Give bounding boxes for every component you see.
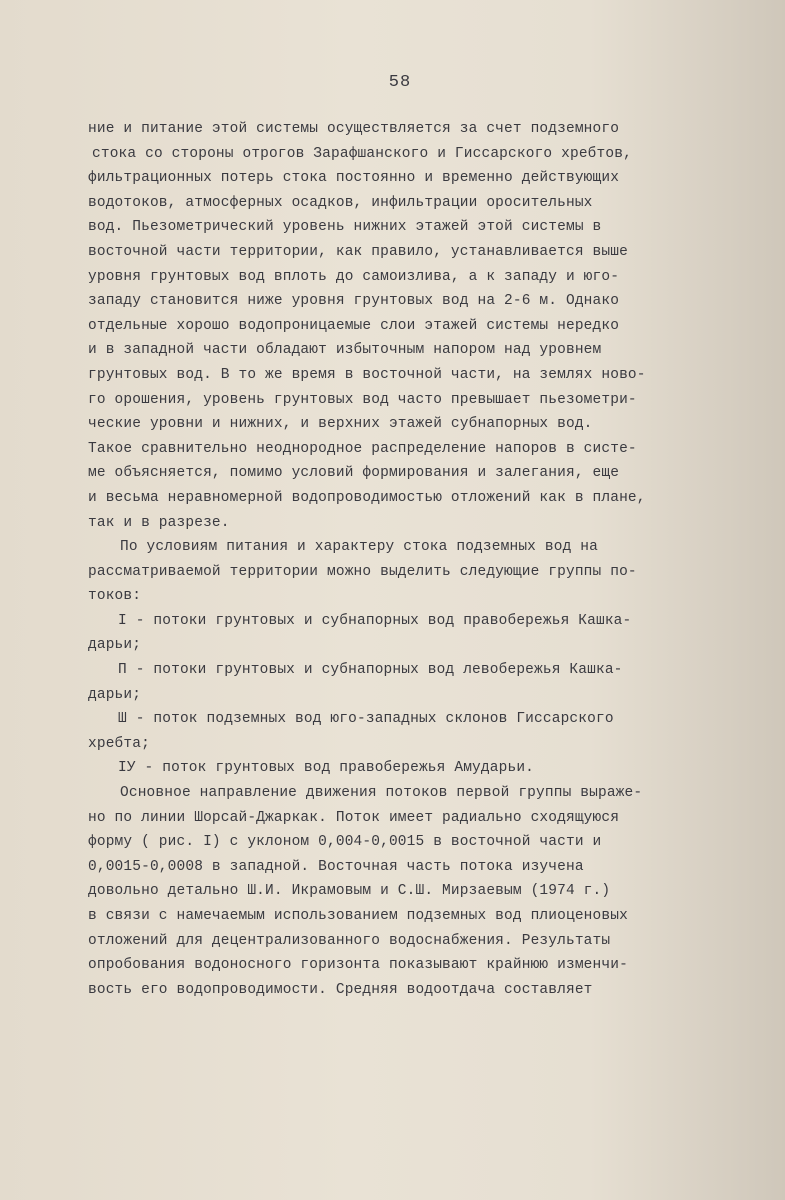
list-item-1: I - потоки грунтовых и субнапорных вод правобережья Кашка- <box>118 612 632 629</box>
text-line: вод. Пьезометрический уровень нижних этажей этой системы в <box>88 219 602 236</box>
text-line: опробования водоносного горизонта показывают крайнюю изменчи- <box>88 957 628 974</box>
text-line: го орошения, уровень грунтовых вод часто превышает пьезометри- <box>88 391 637 408</box>
text-line: западу становится ниже уровня грунтовых вод на 2-6 м. Однако <box>88 293 620 310</box>
paragraph-start-line: Основное направление движения потоков первой группы выраже- <box>120 785 643 802</box>
text-line: в связи с намечаемым использованием подземных вод плиоценовых <box>88 908 628 924</box>
text-line: но по линии Шорсай-Джаркак. Поток имеет радиально сходящуюся <box>88 809 620 826</box>
text-line: стока со стороны отрогов Зарафшанского и Гиссарского хребтов, <box>92 145 632 162</box>
text-line: хребта; <box>88 735 150 752</box>
list-item-2: П - потоки грунтовых и субнапорных вод левобережья Кашка- <box>118 662 623 679</box>
text-line: вость его водопроводимости. Средняя водоотдача составляет <box>88 981 593 998</box>
text-line: фильтрационных потерь стока постоянно и временно действующих <box>88 170 620 187</box>
text-line: восточной части территории, как правило, устанавливается выше <box>88 243 628 260</box>
text-line: ние и питание этой системы осуществляется за счет подземного <box>88 121 620 137</box>
text-line: рассматриваемой территории можно выделить следующие группы по- <box>88 563 637 580</box>
text-body <box>88 117 728 1002</box>
text-line: дарьи; <box>88 686 142 703</box>
text-line: токов: <box>88 588 142 605</box>
text-line: форму ( рис. I) с уклоном 0,004-0,0015 в восточной части и <box>88 834 602 851</box>
text-line: так и в разрезе. <box>88 514 230 531</box>
text-line: и весьма неравномерной водопроводимостью отложений как в плане, <box>88 489 646 506</box>
text-line: Такое сравнительно неоднородное распределение напоров в систе- <box>88 440 637 457</box>
text-line: ме объясняется, помимо условий формирования и залегания, еще <box>88 465 620 482</box>
list-item-3: Ш - поток подземных вод юго-западных склонов Гиссарского <box>118 711 614 728</box>
text-line: грунтовых вод. В то же время в восточной части, на землях ново- <box>88 366 646 383</box>
text-line: отложений для децентрализованного водоснабжения. Результаты <box>88 932 611 949</box>
text-line: и в западной части обладают избыточным напором над уровнем <box>88 342 602 359</box>
text-line: ческие уровни и нижних, и верхних этажей субнапорных вод. <box>88 416 593 433</box>
text-line: 0,0015-0,0008 в западной. Восточная часть потока изучена <box>88 858 584 875</box>
page-number: 58 <box>388 73 412 92</box>
text-line: отдельные хорошо водопроницаемые слои этажей системы нередко <box>88 317 620 334</box>
text-line: дарьи; <box>88 637 142 654</box>
text-line: водотоков, атмосферных осадков, инфильтрации оросительных <box>88 194 593 211</box>
list-item-4: IУ - поток грунтовых вод правобережья Амударьи. <box>118 760 535 777</box>
text-line: уровня грунтовых вод вплоть до самоизлива, а к западу и юго- <box>88 268 620 285</box>
text-line: довольно детально Ш.И. Икрамовым и С.Ш. Мирзаевым (1974 г.) <box>88 883 611 900</box>
paragraph-start-line: По условиям питания и характеру стока подземных вод на <box>120 539 598 556</box>
